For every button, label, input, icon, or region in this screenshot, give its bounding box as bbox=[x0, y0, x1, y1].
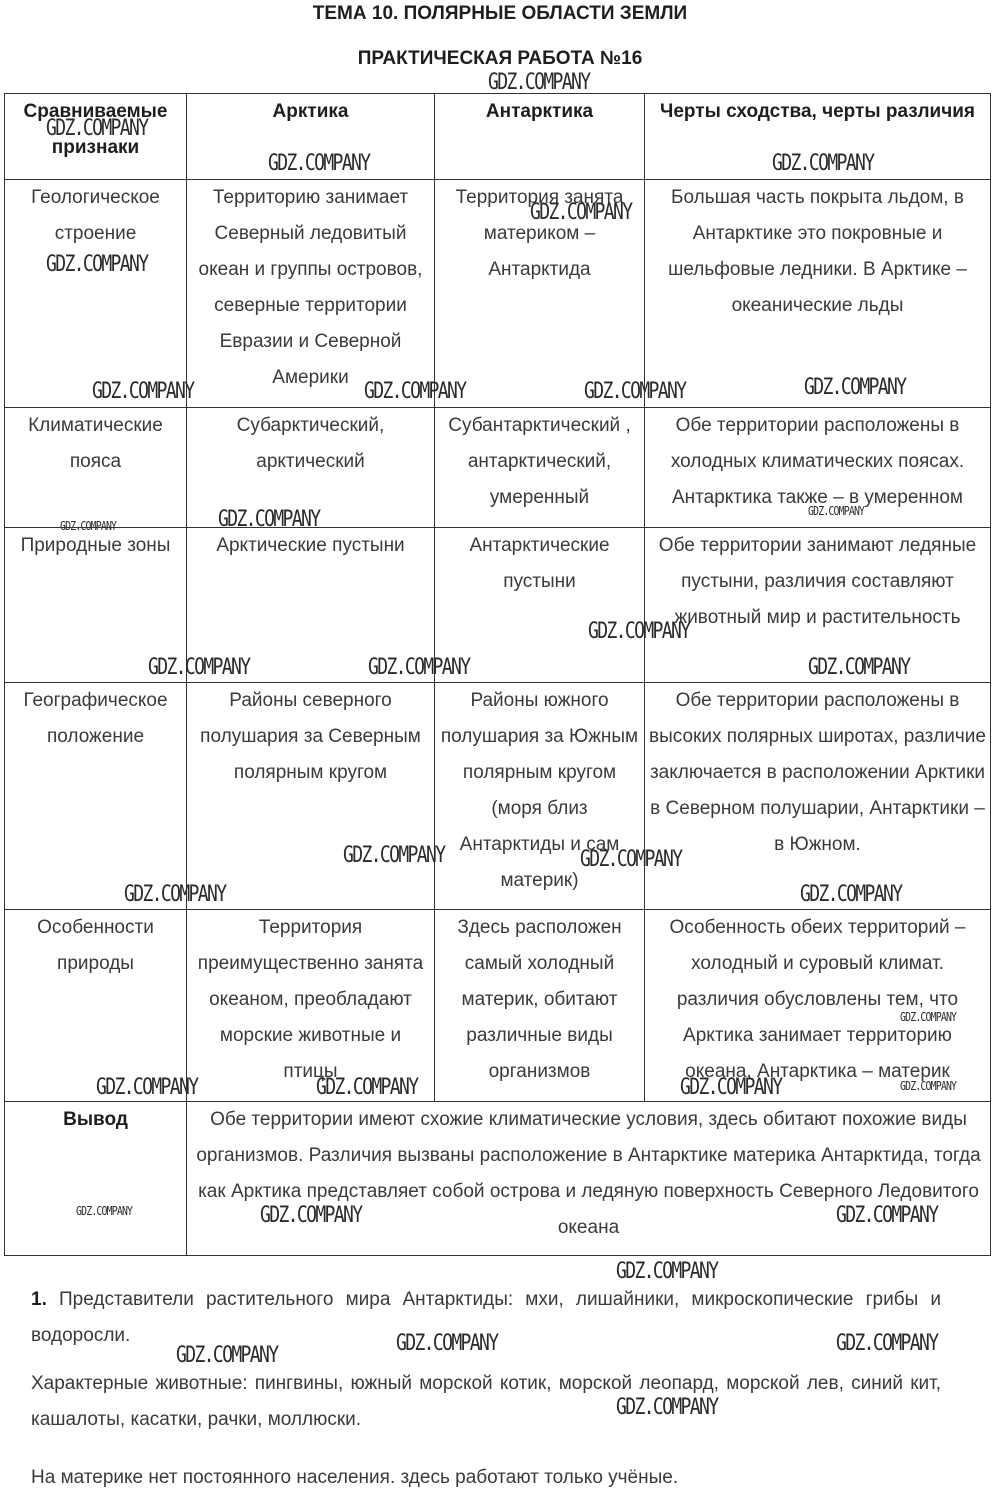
watermark: GDZ.COMPANY bbox=[584, 379, 686, 404]
watermark: GDZ.COMPANY bbox=[124, 882, 226, 907]
answer-number: 1. bbox=[31, 1289, 47, 1310]
row-antarctic: Районы южного полушария за Южным полярным кругом (моря близ Антарктиды и сам материк) bbox=[435, 683, 645, 910]
row-comparison: Большая часть покрыта льдом, в Антарктике это покровные и шельфовые ледники. В Арктике – океанические льды bbox=[645, 180, 991, 408]
row-arctic: Районы северного полушария за Северным полярным кругом bbox=[187, 683, 435, 910]
row-antarctic: Территория занята материком – Антарктида bbox=[435, 180, 645, 408]
watermark: GDZ.COMPANY bbox=[46, 252, 148, 277]
row-antarctic: Антарктические пустыни bbox=[435, 528, 645, 683]
watermark: GDZ.COMPANY bbox=[900, 1079, 957, 1093]
conclusion-label: Вывод bbox=[5, 1102, 187, 1256]
answer-flora-text: Представители растительного мира Антарктиды: мхи, лишайники, микроскопические грибы и водоросли. bbox=[31, 1289, 941, 1346]
row-arctic: Субарктический, арктический bbox=[187, 408, 435, 528]
watermark: GDZ.COMPANY bbox=[530, 200, 632, 225]
topic-title: ТЕМА 10. ПОЛЯРНЫЕ ОБЛАСТИ ЗЕМЛИ bbox=[312, 3, 688, 24]
conclusion-text: Обе территории имеют схожие климатические условия, здесь обитают похожие виды организмов. Различия вызваны расположение в Антарктике материка Антарктида, тогда как Арктика представляет собой острова и ледяную поверхность Северного Ледовитого океана bbox=[187, 1102, 991, 1256]
conclusion-row bbox=[5, 1102, 991, 1256]
watermark: GDZ.COMPANY bbox=[808, 655, 910, 680]
header-features: Сравниваемые признаки bbox=[5, 94, 187, 180]
table-row bbox=[5, 910, 991, 1102]
watermark: GDZ.COMPANY bbox=[60, 519, 117, 533]
watermark: GDZ.COMPANY bbox=[836, 1331, 938, 1356]
watermark: GDZ.COMPANY bbox=[900, 1010, 957, 1024]
answer-fauna: Характерные животные: пингвины, южный морской котик, морской леопард, морской лев, синий кит, кашалоты, касатки, рачки, моллюски. bbox=[31, 1373, 941, 1430]
watermark: GDZ.COMPANY bbox=[488, 70, 590, 95]
row-comparison: Обе территории занимают ледяные пустыни, различия составляют животный мир и растительность bbox=[645, 528, 991, 683]
row-feature: Особенности природы bbox=[5, 910, 187, 1102]
row-arctic: Территорию занимает Северный ледовитый океан и группы островов, северные территории Евразии и Северной Америки bbox=[187, 180, 435, 408]
watermark: GDZ.COMPANY bbox=[46, 116, 148, 141]
watermark: GDZ.COMPANY bbox=[616, 1259, 718, 1284]
table-row bbox=[5, 180, 991, 408]
row-arctic: Территория преимущественно занята океаном, преобладают морские животные и птицы bbox=[187, 910, 435, 1102]
row-antarctic: Здесь расположен самый холодный материк, обитают различные виды организмов bbox=[435, 910, 645, 1102]
watermark: GDZ.COMPANY bbox=[772, 151, 874, 176]
watermark: GDZ.COMPANY bbox=[836, 1203, 938, 1228]
row-comparison: Особенность обеих территорий – холодный и суровый климат. различия обусловлены тем, что Арктика занимает территорию океана, Антарктика – материк bbox=[645, 910, 991, 1102]
watermark: GDZ.COMPANY bbox=[218, 507, 320, 532]
watermark: GDZ.COMPANY bbox=[680, 1075, 782, 1100]
watermark: GDZ.COMPANY bbox=[368, 655, 470, 680]
row-feature: Геологическое строение bbox=[5, 180, 187, 408]
watermark: GDZ.COMPANY bbox=[588, 619, 690, 644]
watermark: GDZ.COMPANY bbox=[580, 847, 682, 872]
watermark: GDZ.COMPANY bbox=[268, 151, 370, 176]
watermark: GDZ.COMPANY bbox=[804, 375, 906, 400]
watermark: GDZ.COMPANY bbox=[364, 379, 466, 404]
row-arctic: Арктические пустыни bbox=[187, 528, 435, 683]
practical-work-title: ПРАКТИЧЕСКАЯ РАБОТА №16 bbox=[357, 48, 643, 69]
header-arctic: Арктика bbox=[187, 94, 435, 180]
watermark: GDZ.COMPANY bbox=[800, 882, 902, 907]
header-antarctic: Антарктика bbox=[435, 94, 645, 180]
row-antarctic: Субантарктический , антарктический, умеренный bbox=[435, 408, 645, 528]
watermark: GDZ.COMPANY bbox=[808, 504, 865, 518]
row-feature: Климатические пояса bbox=[5, 408, 187, 528]
table-row bbox=[5, 683, 991, 910]
watermark: GDZ.COMPANY bbox=[316, 1075, 418, 1100]
watermark: GDZ.COMPANY bbox=[396, 1331, 498, 1356]
watermark: GDZ.COMPANY bbox=[76, 1204, 133, 1218]
watermark: GDZ.COMPANY bbox=[260, 1203, 362, 1228]
watermark: GDZ.COMPANY bbox=[148, 655, 250, 680]
answer-population: На материке нет постоянного населения. здесь работают только учёные. bbox=[31, 1467, 679, 1488]
row-feature: Географическое положение bbox=[5, 683, 187, 910]
row-comparison: Обе территории расположены в холодных климатических поясах. Антарктика также – в умеренном bbox=[645, 408, 991, 528]
watermark: GDZ.COMPANY bbox=[96, 1075, 198, 1100]
watermark: GDZ.COMPANY bbox=[343, 843, 445, 868]
row-feature: Природные зоны bbox=[5, 528, 187, 683]
row-comparison: Обе территории расположены в высоких полярных широтах, различие заключается в расположении Арктики в Северном полушарии, Антарктики – в Южном. bbox=[645, 683, 991, 910]
watermark: GDZ.COMPANY bbox=[176, 1343, 278, 1368]
watermark: GDZ.COMPANY bbox=[92, 379, 194, 404]
watermark: GDZ.COMPANY bbox=[616, 1395, 718, 1420]
header-comparison: Черты сходства, черты различия bbox=[645, 94, 991, 180]
